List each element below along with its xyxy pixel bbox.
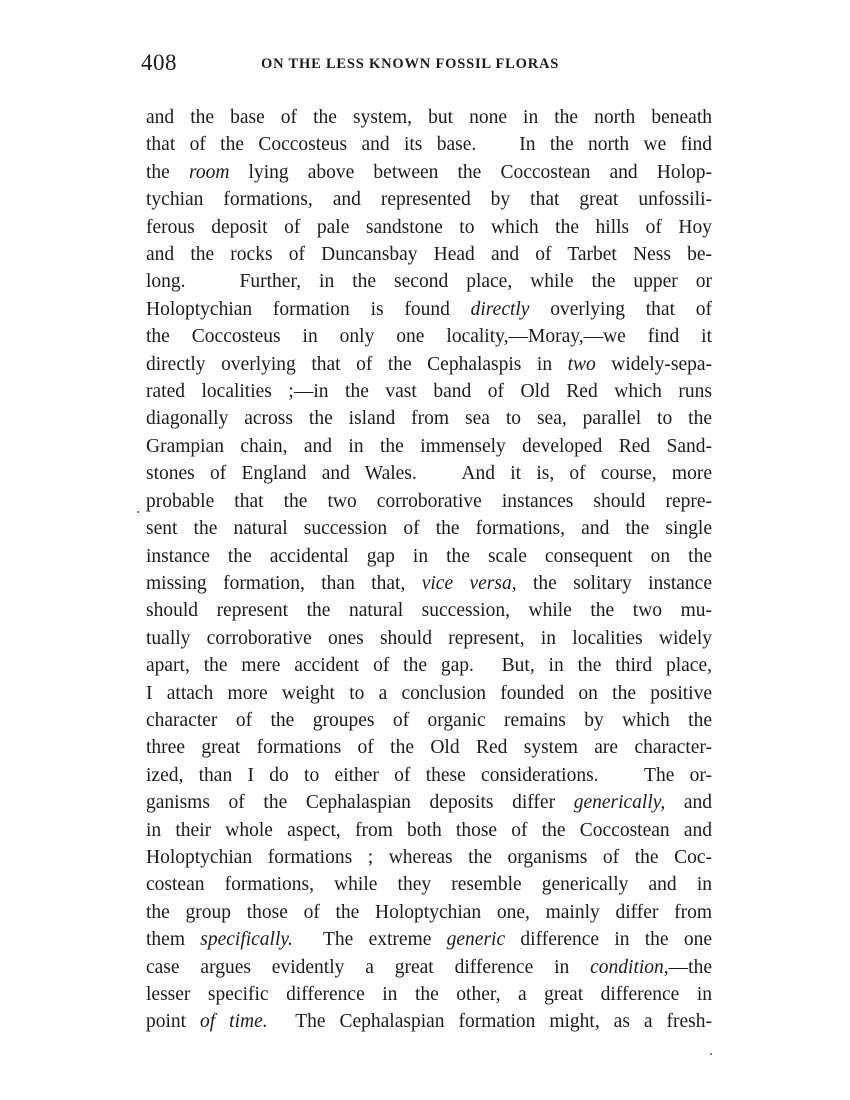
text-run: —the: [668, 956, 712, 978]
text-line: [146, 817, 712, 844]
italic-text: generically,: [573, 792, 666, 814]
text-run: them: [146, 929, 201, 951]
text-run: tychian formations, and represented by that great unfossili-: [146, 189, 712, 211]
text-line: [146, 159, 712, 186]
text-line: [146, 954, 712, 981]
text-run: probable that the two corroborative instances should repre-: [146, 490, 712, 512]
text-line: [146, 926, 712, 953]
italic-text: generic: [446, 929, 506, 951]
text-run: lying above between the Coccostean and Holop-: [229, 161, 712, 183]
text-run: that of the Coccosteus and its base. In the north we find: [146, 134, 712, 156]
italic-text: room: [188, 161, 230, 183]
text-line: [146, 515, 712, 542]
text-line: [146, 405, 712, 432]
text-line: [146, 981, 712, 1008]
text-run: tually corroborative ones should represent, in localities widely: [146, 627, 712, 649]
text-run: apart, the mere accident of the gap. But, in the third place,: [146, 655, 712, 677]
italic-text: condition,: [590, 956, 669, 978]
text-run: the Coccosteus in only one locality,—Moray,—we find it: [146, 326, 712, 348]
text-run: Grampian chain, and in the immensely developed Red Sand-: [146, 435, 712, 457]
text-run: Holoptychian formations ; whereas the organisms of the Coc-: [146, 846, 712, 868]
text-line: [146, 131, 712, 158]
text-line: [146, 214, 712, 241]
text-line: [146, 734, 712, 761]
text-line: [146, 707, 712, 734]
text-line: [146, 460, 712, 487]
ink-speck: [710, 1053, 712, 1055]
text-run: Holoptychian formation is found: [146, 298, 471, 320]
text-run: rated localities ;—in the vast band of Old Red which runs: [146, 381, 712, 403]
text-run: the solitary instance: [516, 572, 712, 594]
text-run: diagonally across the island from sea to sea, parallel to the: [146, 408, 712, 430]
text-line: [146, 844, 712, 871]
text-run: costean formations, while they resemble generically and in: [146, 874, 712, 896]
text-line: [146, 652, 712, 679]
text-line: [146, 680, 712, 707]
text-run: I attach more weight to a conclusion founded on the positive: [146, 682, 712, 704]
text-run: should represent the natural succession, while the two mu-: [146, 600, 712, 622]
text-line: [146, 1008, 712, 1035]
text-run: missing formation, than that,: [146, 572, 422, 594]
text-run: in their whole aspect, from both those of the Coccostean and: [146, 819, 712, 841]
text-run: ganisms of the Cephalaspian deposits differ: [146, 792, 574, 814]
text-line: [146, 433, 712, 460]
text-line: [146, 323, 712, 350]
italic-text: two: [567, 353, 596, 375]
text-line: [146, 543, 712, 570]
text-run: three great formations of the Old Red system are character-: [146, 737, 712, 759]
text-line: [146, 268, 712, 295]
text-line: [146, 186, 712, 213]
text-line: [146, 789, 712, 816]
ink-speck: [137, 511, 139, 513]
text-run: ferous deposit of pale sandstone to which the hills of Hoy: [146, 216, 712, 238]
text-run: ized, than I do to either of these considerations. The or-: [146, 764, 712, 786]
text-run: sent the natural succession of the formations, and the single: [146, 518, 712, 540]
text-run: and the rocks of Duncansbay Head and of Tarbet Ness be-: [146, 244, 712, 266]
text-run: case argues evidently a great difference in: [146, 956, 591, 978]
page-number: 408: [141, 50, 177, 75]
text-run: and the base of the system, but none in the north beneath: [146, 107, 712, 128]
text-run: overlying that of: [529, 298, 712, 320]
running-head: [141, 50, 713, 80]
text-line: [146, 241, 712, 268]
text-run: The Cephalaspian formation might, as a fresh-: [267, 1011, 712, 1033]
text-line: [146, 625, 712, 652]
italic-text: specifically.: [200, 929, 293, 951]
text-line: [146, 570, 712, 597]
text-run: directly overlying that of the Cephalaspis in: [146, 353, 568, 375]
text-line: [146, 378, 712, 405]
text-run: stones of England and Wales. And it is, of course, more: [146, 463, 712, 485]
text-line: [146, 104, 712, 131]
italic-text: vice versa,: [421, 572, 517, 594]
text-run: The extreme: [292, 929, 447, 951]
body-text: [146, 104, 712, 1036]
text-run: instance the accidental gap in the scale consequent on the: [146, 545, 712, 567]
text-line: [146, 871, 712, 898]
italic-text: of time.: [200, 1011, 268, 1033]
italic-text: directly: [470, 298, 530, 320]
text-run: lesser specific difference in the other, a great difference in: [146, 984, 712, 1005]
text-line: [146, 488, 712, 515]
text-run: and: [665, 792, 713, 814]
text-line: [146, 351, 712, 378]
text-run: difference in the one: [505, 929, 712, 951]
running-title: ON THE LESS KNOWN FOSSIL FLORAS: [261, 56, 560, 72]
text-line: [146, 597, 712, 624]
text-run: long. Further, in the second place, while the upper or: [146, 271, 712, 293]
text-run: the group those of the Holoptychian one, mainly differ from: [146, 901, 712, 923]
text-run: point: [146, 1011, 201, 1033]
text-run: widely-sepa-: [595, 353, 713, 375]
text-line: [146, 296, 712, 323]
text-run: the: [146, 161, 189, 183]
text-line: [146, 899, 712, 926]
text-run: character of the groupes of organic remains by which the: [146, 709, 712, 731]
text-line: [146, 762, 712, 789]
